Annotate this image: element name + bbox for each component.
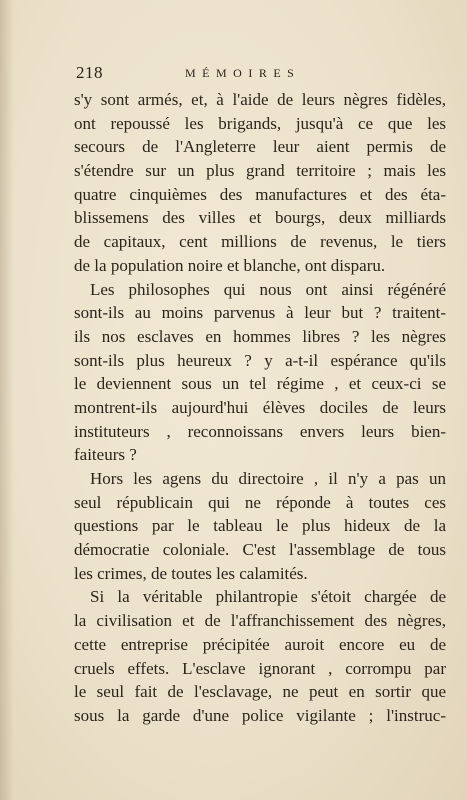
text-line: de la population noire et blanche, ont disparu. xyxy=(74,255,386,275)
text-line: ont repoussé les brigands, jusqu'à ce que les xyxy=(74,113,446,133)
page-number: 218 xyxy=(76,63,103,82)
text-line: sous la garde d'une police vigilante ; l'instruc- xyxy=(74,705,446,725)
paragraph-start: Si la véritable philantropie s'étoit chargée de xyxy=(90,587,446,607)
body-text xyxy=(74,88,446,728)
text-line: ils nos esclaves en hommes libres ? les nègres xyxy=(74,326,446,346)
text-line: montrent-ils aujourd'hui élèves dociles de leurs xyxy=(74,397,446,417)
text-line: sont-ils plus heureux ? y a-t-il espérance qu'ils xyxy=(74,350,446,370)
running-head: MÉMOIRES xyxy=(185,66,301,80)
text-line: les crimes, de toutes les calamités. xyxy=(74,563,308,583)
text-line: s'étendre sur un plus grand territoire ; mais les xyxy=(74,161,446,181)
text-line: questions par le tableau le plus hideux de la xyxy=(74,516,446,536)
text-line: secours de l'Angleterre leur aient permis de xyxy=(74,137,446,157)
text-line: instituteurs , reconnoissans envers leurs bien- xyxy=(74,421,446,441)
text-line: blissemens des villes et bourgs, deux milliards xyxy=(74,208,446,228)
text-line: la civilisation et de l'affranchissement des nègres, xyxy=(74,611,446,631)
text-line: cruels effets. L'esclave ignorant , corrompu par xyxy=(74,658,446,678)
text-line: s'y sont armés, et, à l'aide de leurs nègres fidèles, xyxy=(74,90,446,109)
text-line: démocratie coloniale. C'est l'assemblage de tous xyxy=(74,540,446,560)
paragraph-start: Les philosophes qui nous ont ainsi régénéré xyxy=(90,279,446,299)
paragraph-start: Hors les agens du directoire , il n'y a pas un xyxy=(90,469,446,488)
text-line: le deviennent sous un tel régime , et ceux-ci se xyxy=(74,374,446,394)
text-line: le seul fait de l'esclavage, ne peut en sortir que xyxy=(74,682,446,702)
text-line: quatre cinquièmes des manufactures et des éta- xyxy=(74,184,446,204)
text-line: faiteurs ? xyxy=(74,445,137,465)
text-line: seul républicain qui ne réponde à toutes ces xyxy=(74,492,446,512)
text-line: de capitaux, cent millions de revenus, le tiers xyxy=(74,232,446,252)
spine-shadow xyxy=(0,0,14,800)
text-line: sont-ils au moins parvenus à leur but ? traitent- xyxy=(74,303,446,323)
text-line: cette entreprise précipitée auroit encore eu de xyxy=(74,634,446,654)
